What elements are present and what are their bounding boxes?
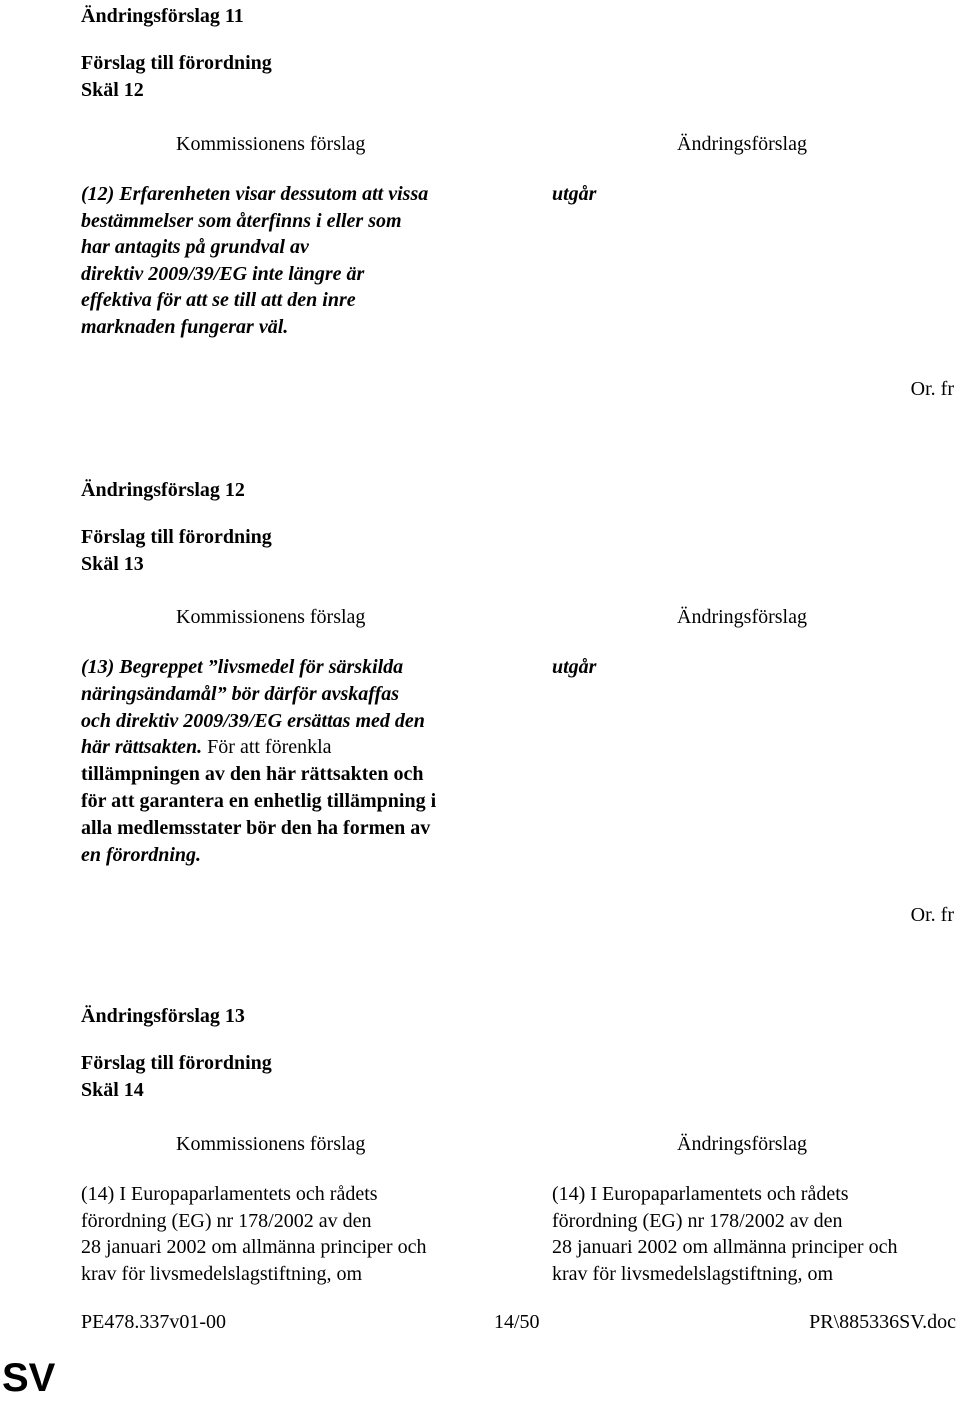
original-language: Or. fr — [910, 904, 954, 926]
column-header-left: Kommissionens förslag — [176, 133, 366, 155]
recital-label: Skäl 13 — [81, 553, 144, 575]
footer-page-number: 14/50 — [494, 1311, 540, 1333]
proposal-label: Förslag till förordning — [81, 526, 272, 548]
column-header-right: Ändringsförslag — [677, 133, 807, 155]
proposal-label: Förslag till förordning — [81, 1052, 272, 1074]
amendment-text: utgår — [552, 656, 597, 678]
footer-language-code: SV — [2, 1356, 56, 1400]
amendment-heading: Ändringsförslag 11 — [81, 5, 244, 27]
column-header-right: Ändringsförslag — [677, 1133, 807, 1155]
column-header-left: Kommissionens förslag — [176, 606, 366, 628]
amendment-text: utgår — [552, 183, 597, 205]
column-header-right: Ändringsförslag — [677, 606, 807, 628]
amendment-text: (14) I Europaparlamentets och rådets förordning (EG) nr 178/2002 av den 28 januari 2002 om allmänna principer och krav för livsmedelslagstiftning, om — [552, 1183, 898, 1286]
proposal-label: Förslag till förordning — [81, 52, 272, 74]
recital-label: Skäl 12 — [81, 79, 144, 101]
commission-text: (12) Erfarenheten visar dessutom att vissa bestämmelser som återfinns i eller som har antagits på grundval av direktiv 2009/39/EG inte längre är effektiva för att se till att den inre marknaden fungerar väl. — [81, 183, 429, 338]
recital-label: Skäl 14 — [81, 1079, 144, 1101]
amendment-heading: Ändringsförslag 12 — [81, 479, 245, 501]
commission-text: (14) I Europaparlamentets och rådets förordning (EG) nr 178/2002 av den 28 januari 2002 om allmänna principer och krav för livsmedelslagstiftning, om — [81, 1183, 427, 1286]
original-language: Or. fr — [910, 378, 954, 400]
footer-file-name: PR\885336SV.doc — [809, 1311, 956, 1333]
column-header-left: Kommissionens förslag — [176, 1133, 366, 1155]
commission-text: (13) Begreppet ”livsmedel för särskilda näringsändamål” bör därför avskaffas och direktiv 2009/39/EG ersättas med den här rättsakten. För att förenkla tillämpningen av den här rättsakten och för att garantera en enhetlig tillämpning i alla medlemsstater bör den ha formen av en förordning. — [81, 656, 437, 866]
footer-document-number: PE478.337v01-00 — [81, 1311, 226, 1333]
amendment-heading: Ändringsförslag 13 — [81, 1005, 245, 1027]
